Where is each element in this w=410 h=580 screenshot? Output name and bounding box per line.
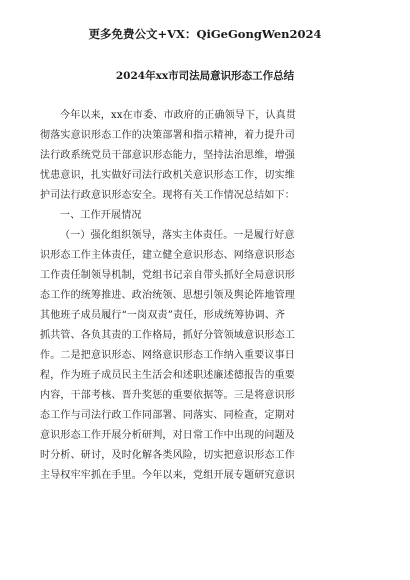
document-title: 2024年xx市司法局意识形态工作总结: [115, 70, 295, 82]
body-line: 时分析、研讨，及时化解各类风险，切实把意识形态工作: [40, 450, 295, 461]
body-line: 彻落实意识形态工作的决策部署和指示精神，着力提升司: [40, 130, 295, 141]
body-line: （一）强化组织领导，落实主体责任。一是履行好意: [60, 230, 295, 241]
body-line: 护司法行政意识形态安全。现将有关工作情况总结如下：: [40, 190, 295, 201]
body-line: 其他班子成员履行“一岗双责”责任，形成统筹协调、齐: [40, 310, 286, 321]
body-line: 抓共管、各负其责的工作格局，抓好分管领域意识形态工: [40, 330, 295, 341]
body-line: 今年以来，xx在市委、市政府的正确领导下，认真贯: [60, 110, 297, 121]
body-line: 工作责任制领导机制，党组书记亲自带头抓好全局意识形: [40, 270, 295, 281]
body-line: 态工作的统筹推进、政治统领、思想引领及舆论阵地管理: [40, 290, 295, 301]
body-line: 态工作与司法行政工作同部署、同落实、同检查，定期对: [40, 410, 295, 421]
body-line: 内容，干部考核、晋升奖惩的重要依据等。三是将意识形: [40, 390, 295, 401]
body-line: 作。二是把意识形态、网络意识形态工作纳入重要议事日: [40, 350, 295, 361]
body-line: 程，作为班子成员民主生活会和述职述廉述德报告的重要: [40, 370, 295, 381]
body-line: 意识形态工作开展分析研判，对日常工作中出现的问题及: [40, 430, 295, 441]
body-line: 主导权牢牢抓在手里。今年以来，党组开展专题研究意识: [40, 470, 295, 481]
section-heading: 一、工作开展情况: [60, 210, 142, 221]
body-line: 识形态工作主体责任，建立健全意识形态、网络意识形态: [40, 250, 295, 261]
body-line: 忧患意识，扎实做好司法行政机关意识形态工作，切实维: [40, 170, 295, 181]
body-line: 法行政系统党员干部意识形态能力，坚持法治思维，增强: [40, 150, 295, 161]
document-body: [40, 106, 370, 486]
promo-banner: 更多免费公文+VX：QiGeGongWen2024: [88, 27, 322, 41]
